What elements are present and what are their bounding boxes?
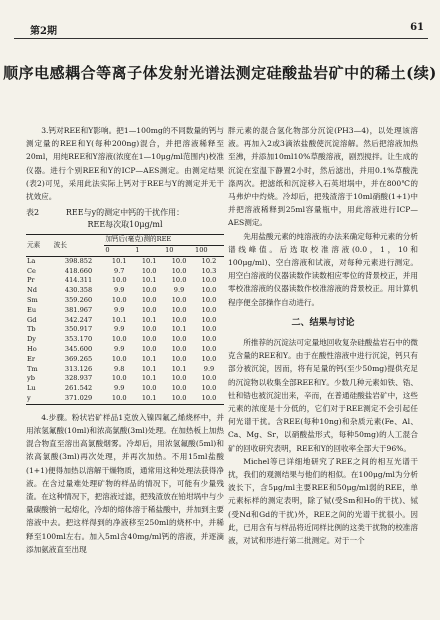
- wavelength-cell: 414.311: [64, 276, 93, 285]
- element-cell: Pr: [27, 276, 35, 285]
- value-cell: 10.1: [171, 364, 187, 373]
- table-body: [26, 256, 224, 404]
- element-cell: Sm: [27, 296, 38, 304]
- table-row: [26, 335, 224, 345]
- right-column: [228, 124, 418, 547]
- element-cell: Ce: [27, 266, 36, 275]
- value-cell: 10.0: [171, 354, 187, 363]
- value-cell: 10.0: [111, 296, 127, 304]
- wavelength-cell: 369.265: [64, 354, 93, 363]
- value-cell: 10.0: [201, 354, 217, 363]
- wavelength-cell: 381.967: [64, 305, 93, 314]
- ca-amount-header: 10: [165, 246, 174, 255]
- value-cell: 10.1: [111, 256, 127, 265]
- value-cell: 10.1: [111, 315, 127, 324]
- value-cell: 10.0: [201, 344, 217, 353]
- page-header: [14, 20, 428, 36]
- element-cell: Nd: [27, 286, 37, 295]
- value-cell: 10.0: [141, 305, 157, 314]
- element-cell: Tb: [27, 325, 36, 334]
- table-row: [26, 256, 224, 266]
- value-cell: 10.2: [201, 256, 217, 265]
- paragraph: 胖元素的混合氢化物部分沉淀(PH3—4)，以处理该溶液。再加入2或3滴浓盐酸使沉淀溶解。然后把溶液加热至沸，并添加10ml10%草酸溶液，剧烈搅拌。让生成的沉淀在室温下静置2小时，然后滤出，并用0.1%草酸洗涤两次。把滤纸和沉淀移入石英坩埚中，并在800℃的马弗炉中灼烧。冷却后，把残渣溶于10ml硝酸(1+1)中并把溶液稀释到25ml容量瓶中，用此溶液进行ICP—AES测定。: [228, 126, 418, 228]
- element-cell: Er: [27, 354, 35, 363]
- value-cell: 10.0: [171, 374, 187, 383]
- value-cell: 9.9: [114, 384, 125, 393]
- value-cell: 9.9: [114, 325, 125, 334]
- value-cell: 10.0: [141, 344, 157, 353]
- element-cell: Ho: [27, 344, 37, 353]
- value-cell: 10.0: [171, 296, 187, 304]
- element-cell: Tm: [27, 364, 38, 373]
- wavelength-cell: 430.358: [64, 286, 93, 295]
- value-cell: 9.7: [114, 266, 125, 275]
- table-caption: [26, 207, 224, 231]
- paragraph: Michel等已详细地研究了REE之间的相互光谱干扰，我们的观测结果与他们的相似。在100μg/ml为分析波长下，含5μg/ml主要REE和50μg/ml弱的REE，单元素标样的测定表明，除了铽(受Sm和Ho的干扰)、铽(受Nd和Gd的干扰)外，REE之间的光谱干扰很小。因此，已用含有与样品将近同样比例的这类干扰物的校准溶液，对试和形进行第二批测定。对于一个: [228, 456, 418, 546]
- element-cell: Eu: [27, 305, 37, 314]
- ca-amount-header: 0: [105, 246, 110, 255]
- column-header-wavelength: 波长: [53, 240, 67, 249]
- value-cell: 10.0: [141, 384, 157, 393]
- value-cell: 10.0: [201, 296, 217, 304]
- calcium-interference-table: [26, 234, 224, 405]
- value-cell: 10.0: [141, 335, 157, 344]
- value-cell: 10.0: [111, 276, 127, 285]
- value-cell: 10.1: [141, 374, 157, 383]
- value-cell: 10.0: [141, 286, 157, 295]
- wavelength-cell: 313.126: [64, 364, 93, 373]
- value-cell: 10.0: [171, 305, 187, 314]
- table-row: [26, 316, 224, 326]
- value-cell: 10.0: [201, 393, 217, 402]
- value-cell: 10.0: [201, 276, 217, 285]
- value-cell: 9.9: [173, 286, 185, 295]
- value-cell: 10.1: [171, 325, 187, 334]
- wavelength-cell: 350.917: [64, 325, 93, 334]
- value-cell: 10.0: [141, 266, 157, 275]
- value-cell: 10.0: [171, 256, 187, 265]
- table-row: [26, 355, 224, 365]
- value-cell: 10.0: [201, 305, 217, 314]
- element-cell: La: [27, 256, 36, 265]
- value-cell: 10.0: [171, 266, 187, 275]
- wavelength-cell: 418.660: [64, 266, 93, 275]
- value-cell: 10.0: [111, 354, 127, 363]
- value-cell: 10.0: [141, 325, 157, 334]
- issue-number: 第2期: [30, 26, 57, 37]
- ca-amount-header: 1: [135, 246, 140, 255]
- value-cell: 10.0: [201, 315, 217, 324]
- table-row: [26, 365, 224, 375]
- value-cell: 9.9: [114, 305, 125, 314]
- column-header-element: 元素: [27, 240, 41, 249]
- left-column: [26, 124, 224, 556]
- column-header-ca-group: 加钙后(毫克)测的REE: [104, 235, 224, 246]
- header-rule: [14, 38, 428, 39]
- value-cell: 10.1: [141, 354, 157, 363]
- value-cell: 10.0: [171, 344, 187, 353]
- value-cell: 10.1: [141, 364, 157, 373]
- value-cell: 10.0: [201, 384, 217, 393]
- value-cell: 10.1: [141, 276, 157, 285]
- value-cell: 10.0: [171, 335, 187, 344]
- wavelength-cell: 371.029: [64, 393, 93, 402]
- value-cell: 10.0: [201, 335, 217, 344]
- element-cell: Lu: [27, 384, 36, 393]
- table-row: [26, 374, 224, 384]
- value-cell: 9.9: [114, 344, 125, 353]
- value-cell: 10.1: [141, 315, 157, 324]
- element-cell: yb: [27, 374, 35, 383]
- table-row: [26, 394, 224, 404]
- value-cell: 10.0: [201, 286, 217, 295]
- wavelength-cell: 398.852: [64, 256, 93, 265]
- wavelength-cell: 328.937: [64, 374, 93, 383]
- table-row: [26, 306, 224, 316]
- value-cell: 10.0: [111, 374, 127, 383]
- table-row: [26, 384, 224, 394]
- element-cell: Gd: [27, 315, 37, 324]
- table-row: [26, 276, 224, 286]
- value-cell: 10.0: [201, 374, 217, 383]
- value-cell: 10.0: [171, 276, 187, 285]
- value-cell: 10.0: [171, 384, 187, 393]
- table-label: 表2: [26, 208, 40, 218]
- wavelength-cell: 359.260: [64, 296, 93, 304]
- value-cell: 10.0: [111, 393, 127, 402]
- value-cell: 10.0: [201, 325, 217, 334]
- wavelength-cell: 261.542: [64, 384, 93, 393]
- article-title: 顺序电感耦合等离子体发射光谱法测定硅酸盐岩矿中的稀土(续): [3, 64, 437, 82]
- page-number: 61: [410, 22, 424, 33]
- value-cell: 10.1: [141, 393, 157, 402]
- table-row: [26, 325, 224, 335]
- table-title-line2: REE每次取10μg/ml: [87, 220, 163, 230]
- section-heading: 二、结果与讨论: [291, 317, 355, 328]
- paragraph: 4.步骤。粉状岩矿样品1克放入镍四氟乙烯烧杯中，并用浓氢氟酸(10ml)和浓高氯酸(3ml)处理。在加热板上加热混合物直至溶出高氯酸烟雾。冷却后，用浓氢氟酸(5ml)和浓高氯酸(3ml)再次处理，并再次加热。不用15ml盐酸(1+1)便得加热以溶解干燥物质，通常用这种处理法获得净液。在含过量难处理矿物的样品的情况下，可能有少量残渣。在这种情况下，把溶液过滤，把残渣放在铂坩埚中与少量碳酸钠一起熔化，冷却的熔体溶于稀盐酸中，并加到主要溶液中去。把这样得到的净液移至250ml的烧杯中，并稀释至100ml左右。加入5ml含40mg/ml钙的溶液，并逐滴添加氨液直至出现: [26, 412, 224, 554]
- paragraph: 先用盐酸元素的纯溶液的办法来确定每种元素的分析谱线峰值。后选取校准溶液(0.0，1，10和100μg/ml)、空白溶液和试液，对每种元素进行测定。用空白溶液的仪器读数作读数相应零位的背景校正，并用零校准溶液的仪器读数作校准溶液的背景校正。用计算机程序便全部操作自动进行。: [228, 231, 418, 307]
- paragraph: 3.钙对REE和Y影响。把1—100mg的不同数量的钙与测定量的REE和Y(每种200ng)混合，并把溶液稀释至20ml，用纯REE和Y溶液(浓度在1—10μg/ml范围内)校准仪器。进行个别REE和Y的ICP—AES测定。由测定结果(表2)可见，采用此法实际上钙对于REE与Y的测定并无干扰效应。: [26, 126, 224, 202]
- table-row: [26, 296, 224, 306]
- table-row: [26, 267, 224, 277]
- value-cell: 9.9: [114, 286, 125, 295]
- wavelength-cell: 342.247: [64, 315, 93, 324]
- value-cell: 10.0: [111, 335, 127, 344]
- element-cell: Dy: [27, 335, 37, 344]
- value-cell: 10.1: [141, 256, 157, 265]
- wavelength-cell: 345.600: [64, 344, 93, 353]
- value-cell: 10.0: [171, 315, 187, 324]
- wavelength-cell: 353.170: [64, 335, 93, 344]
- paragraph: 所推荐的沉淀法可定量地回收复杂硅酸盐岩石中的微克含量的REE和Y。由于在酸性溶液中进行沉淀，钙只有部分被沉淀，因而，将有足量的钙(至少50mg)提供充足的沉淀物以收集全部REE和Y。少数几种元素如铁、锆、钍和锆也被沉淀出来，辛而，在普通硅酸盐岩矿中，这些元素的浓度是十分低的，它们对于REE测定不会引起任何光谱干扰。含REE(每种10ng)和杂质元素(Fe、Al、Ca、Mg、Sr，以硝酸盐形式，每种50mg)的人工混合矿的回收研究表明，REE和Y的回收率全部大于96%。: [228, 338, 418, 453]
- table-title-line1: REE与y的测定中钙的干扰作用：: [65, 208, 185, 218]
- value-cell: 9.9: [203, 364, 215, 373]
- table-row: [26, 286, 224, 296]
- ca-amount-header: 100: [195, 246, 208, 255]
- value-cell: 10.0: [171, 393, 187, 402]
- value-cell: 10.3: [201, 266, 217, 275]
- element-cell: y: [27, 393, 31, 402]
- value-cell: 9.8: [114, 364, 125, 373]
- table-row: [26, 345, 224, 355]
- value-cell: 10.0: [141, 296, 157, 304]
